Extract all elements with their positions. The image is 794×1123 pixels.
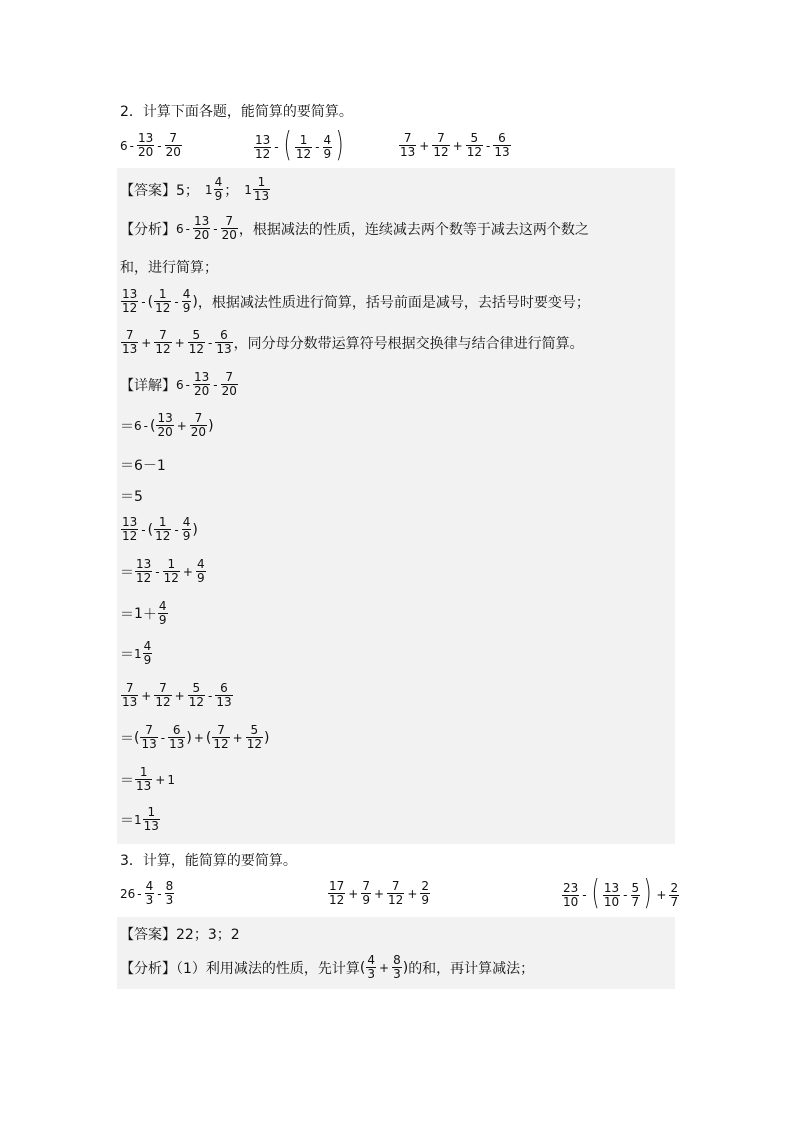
step-b2: ＝ $\frac{13}{12}$ - $\frac{1}{12}$ + $\frac{4}{9}$: [120, 557, 205, 585]
q3-answer: 【答案】22；3；2: [120, 927, 240, 943]
q2-problem-2: [253, 125, 346, 165]
fraction: $\frac{13}{12}$: [255, 132, 271, 161]
step-a4: ＝5: [120, 489, 143, 505]
q2-detail: 【详解】 6 - $\frac{13}{20}$ - $\frac{7}{20}$: [120, 370, 237, 398]
analysis-text: ，根据减法的性质，连续减去两个数等于减去这两个数之: [238, 221, 589, 238]
operator: -: [485, 138, 491, 153]
q2-analysis-3: $\frac{7}{13}$ + $\frac{7}{12}$ + $\frac{5}{12}$ - $\frac{6}{13}$ ，同分母分数带运算符号根据交换律与结合律进行简算。: [122, 328, 584, 356]
q3-title: 3．计算，能简算的要简算。: [120, 853, 297, 869]
q3-problem-3: $\frac{23}{10}$ - ( $\frac{13}{10}$ - $\frac{5}{7}$ ) + $\frac{2}{7}$: [563, 873, 679, 913]
number: 6: [120, 138, 128, 153]
fraction: $\frac{7}{20}$: [165, 131, 181, 159]
operator: -: [274, 140, 279, 154]
step-c3: ＝ $\frac{1}{13}$ + 1: [120, 765, 175, 793]
fraction: $\frac{4}{9}$: [323, 132, 332, 161]
paren: ): [335, 125, 344, 165]
operator: -: [315, 140, 320, 154]
q2-answer: [120, 176, 271, 203]
number: 6: [176, 221, 184, 236]
step-c4: ＝ 1 $\frac{1}{13}$: [120, 805, 159, 833]
q2-analysis-2: $\frac{13}{12}$ - ( $\frac{1}{12}$ - $\frac{4}{9}$ ) ，根据减法性质进行简算，括号前面是减号，去括号时要变号；: [122, 287, 590, 315]
step-b4: ＝ 1 $\frac{4}{9}$: [120, 639, 152, 667]
operator: -: [129, 138, 134, 153]
fraction: $\frac{5}{12}$: [466, 131, 482, 159]
q2-title: 2．计算下面各题，能简算的要简算。: [120, 104, 353, 120]
q2-analysis-1b: 和，进行简算；: [120, 260, 218, 276]
operator: -: [157, 138, 162, 153]
fraction: $\frac{1}{12}$: [295, 132, 312, 161]
operator: +: [419, 138, 430, 153]
analysis-label: 【分析】: [120, 221, 176, 238]
fraction: $\frac{7}{13}$: [400, 131, 416, 159]
q3-problem-2: $\frac{17}{12}$ + $\frac{7}{9}$ + $\frac{7}{12}$ + $\frac{2}{9}$: [329, 879, 430, 907]
fraction: $\frac{7}{12}$: [433, 131, 449, 159]
step-c1: $\frac{7}{13}$ + $\frac{7}{12}$ + $\frac{5}{12}$ - $\frac{6}{13}$: [122, 681, 232, 709]
answer-label: 【答案】5；: [120, 182, 199, 199]
step-c2: ＝ ( $\frac{7}{13}$ - $\frac{6}{13}$ ) + ( $\frac{7}{12}$ + $\frac{5}{12}$ ): [120, 723, 270, 751]
paren: (: [283, 125, 292, 165]
detail-label: 【详解】: [120, 377, 176, 394]
fraction: $\frac{6}{13}$: [494, 131, 510, 159]
q2-analysis-1: 【分析】 6 - $\frac{13}{20}$ - $\frac{7}{20}$ ，根据减法的性质，连续减去两个数等于减去这两个数之: [120, 214, 589, 242]
operator: +: [452, 138, 463, 153]
q3-problem-1: 26 - $\frac{4}{3}$ - $\frac{8}{3}$: [120, 879, 174, 907]
analysis-text: ，根据减法性质进行简算，括号前面是减号，去括号时要变号；: [197, 294, 590, 311]
q2-problem-3: [398, 132, 512, 159]
q2-problem-1: [120, 132, 183, 159]
step-b1: $\frac{13}{12}$ - ( $\frac{1}{12}$ - $\frac{4}{9}$ ): [122, 515, 198, 543]
analysis-text: ，同分母分数带运算符号根据交换律与结合律进行简算。: [233, 335, 584, 352]
step-b3: ＝ 1 ＋ $\frac{4}{9}$: [120, 599, 167, 627]
step-a3: ＝6－1: [120, 458, 166, 474]
separator: ；: [224, 182, 239, 199]
fraction: $\frac{13}{20}$: [137, 131, 154, 159]
mixed-number: 1 $\frac{1}{13}$: [244, 175, 270, 203]
q3-analysis: 【分析】（1）利用减法的性质，先计算 ( $\frac{4}{3}$ + $\frac{8}{3}$ ) 的和，再计算减法；: [120, 953, 535, 981]
mixed-number: 1 $\frac{4}{9}$: [204, 175, 223, 203]
step-a2: ＝ 6 - ( $\frac{13}{20}$ + $\frac{7}{20}$ ): [120, 411, 214, 439]
